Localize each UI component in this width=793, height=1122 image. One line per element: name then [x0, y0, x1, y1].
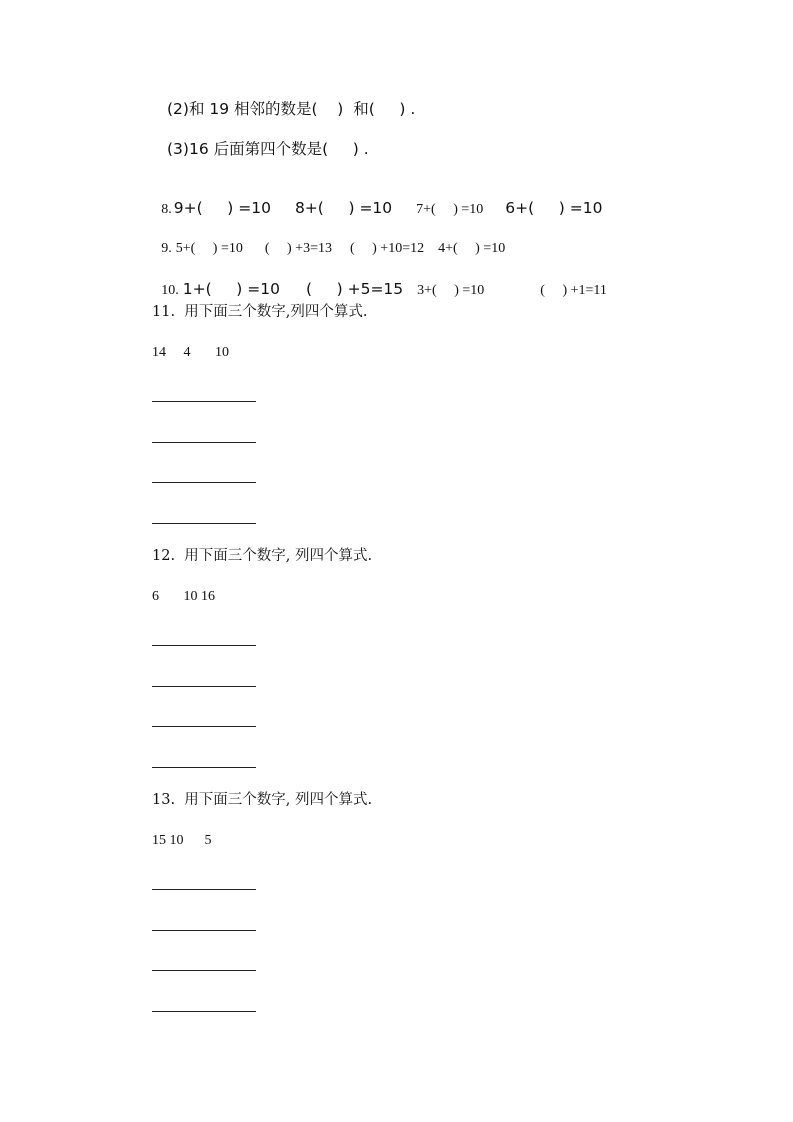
q9-eq-a: 5+( ) =10 [175, 241, 243, 256]
q9-eq-b: ( ) +3=13 [264, 241, 332, 256]
q9-number: 9. [161, 241, 172, 256]
q13-answer-line-1[interactable] [152, 889, 256, 890]
q9-eq-d: 4+( ) =10 [438, 241, 506, 256]
q11-answer-line-4[interactable] [152, 523, 256, 524]
q7-part2: (2)和 19 相邻的数是( ) 和( ) . [167, 100, 416, 118]
q11-answer-line-2[interactable] [152, 442, 256, 443]
q8-eq-c: 7+( ) =10 [416, 202, 484, 217]
q10-eq-b: ( ) +5=15 [305, 280, 404, 298]
q10-eq-d: ( ) +1=11 [540, 283, 607, 298]
q11-prompt: 11. 用下面三个数字,列四个算式. [152, 304, 368, 320]
q13-prompt: 13. 用下面三个数字, 列四个算式. [152, 792, 373, 808]
q10-number: 10. [161, 283, 179, 298]
q8-row [152, 181, 603, 219]
q12-answer-line-1[interactable] [152, 645, 256, 646]
q13-answer-line-3[interactable] [152, 970, 256, 971]
q13-answer-line-2[interactable] [152, 930, 256, 931]
q12-answer-line-2[interactable] [152, 686, 256, 687]
q8-number: 8. [161, 202, 172, 217]
q12-prompt: 12. 用下面三个数字, 列四个算式. [152, 548, 373, 564]
q11-answer-line-1[interactable] [152, 401, 256, 402]
q13-answer-line-4[interactable] [152, 1011, 256, 1012]
q10-row [152, 262, 607, 300]
q13-numbers: 15 10 5 [152, 833, 212, 848]
q8-eq-a: 9+( ) =10 [173, 199, 271, 217]
q12-numbers: 6 10 16 [152, 589, 215, 604]
q9-eq-c: ( ) +10=12 [349, 241, 425, 256]
q8-eq-d: 6+( ) =10 [505, 199, 603, 217]
q12-answer-line-4[interactable] [152, 767, 256, 768]
q9-row [152, 221, 505, 258]
q10-eq-a: 1+( ) =10 [182, 280, 280, 298]
q11-answer-line-3[interactable] [152, 482, 256, 483]
q7-part3: (3)16 后面第四个数是( ) . [167, 140, 369, 158]
q8-eq-b: 8+( ) =10 [294, 199, 393, 217]
q12-answer-line-3[interactable] [152, 726, 256, 727]
q10-eq-c: 3+( ) =10 [417, 283, 485, 298]
q11-numbers: 14 4 10 [152, 345, 229, 360]
